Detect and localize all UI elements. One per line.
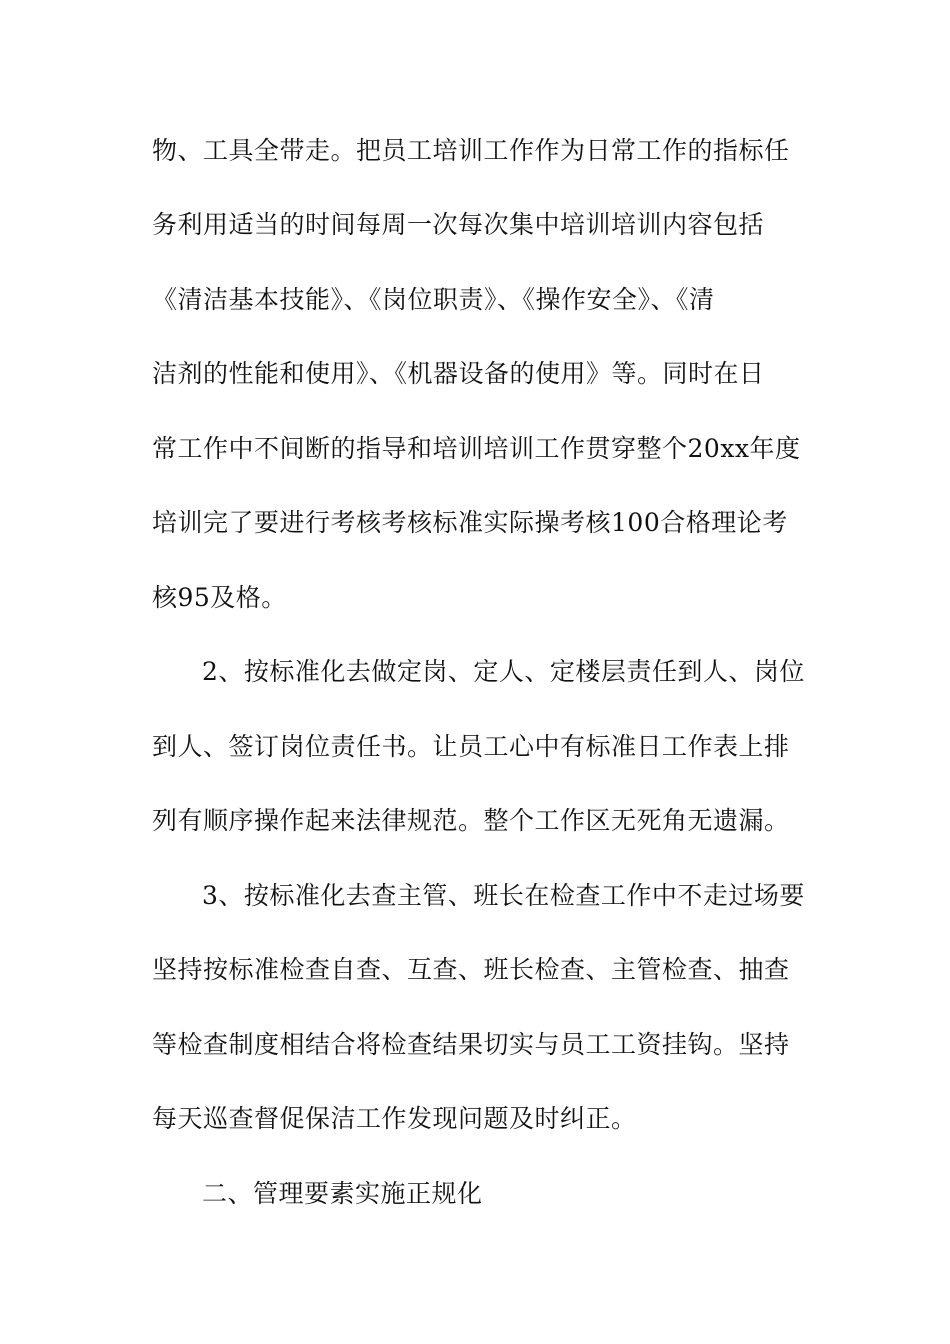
text-line-7: 核95及格。	[152, 583, 287, 612]
text-line-11: 3、按标准化去查主管、班长在检查工作中不走过场要	[202, 881, 805, 910]
text-line-6: 培训完了要进行考核考核标准实际操考核100合格理论考	[152, 508, 788, 537]
text-line-12: 坚持按标准检查自查、互查、班长检查、主管检查、抽查	[152, 955, 790, 984]
text-line-1: 物、工具全带走。把员工培训工作作为日常工作的指标任	[152, 136, 790, 165]
text-line-4: 洁剂的性能和使用》、《机器设备的使用》等。同时在日	[152, 359, 765, 388]
text-line-13: 等检查制度相结合将检查结果切实与员工工资挂钩。坚持	[152, 1030, 790, 1059]
text-line-14: 每天巡查督促保洁工作发现问题及时纠正。	[152, 1104, 637, 1133]
text-line-5: 常工作中不间断的指导和培训培训工作贯穿整个20xx年度	[152, 434, 801, 463]
text-line-3: 《清洁基本技能》、《岗位职责》、《操作安全》、《清	[152, 285, 715, 314]
text-line-2: 务利用适当的时间每周一次每次集中培训培训内容包括	[152, 210, 765, 239]
text-line-9: 到人、签订岗位责任书。让员工心中有标准日工作表上排	[152, 732, 790, 761]
text-line-8: 2、按标准化去做定岗、定人、定楼层责任到人、岗位	[202, 657, 805, 686]
text-line-10: 列有顺序操作起来法律规范。整个工作区无死角无遗漏。	[152, 806, 790, 835]
section-heading: 二、管理要素实施正规化	[202, 1179, 483, 1208]
